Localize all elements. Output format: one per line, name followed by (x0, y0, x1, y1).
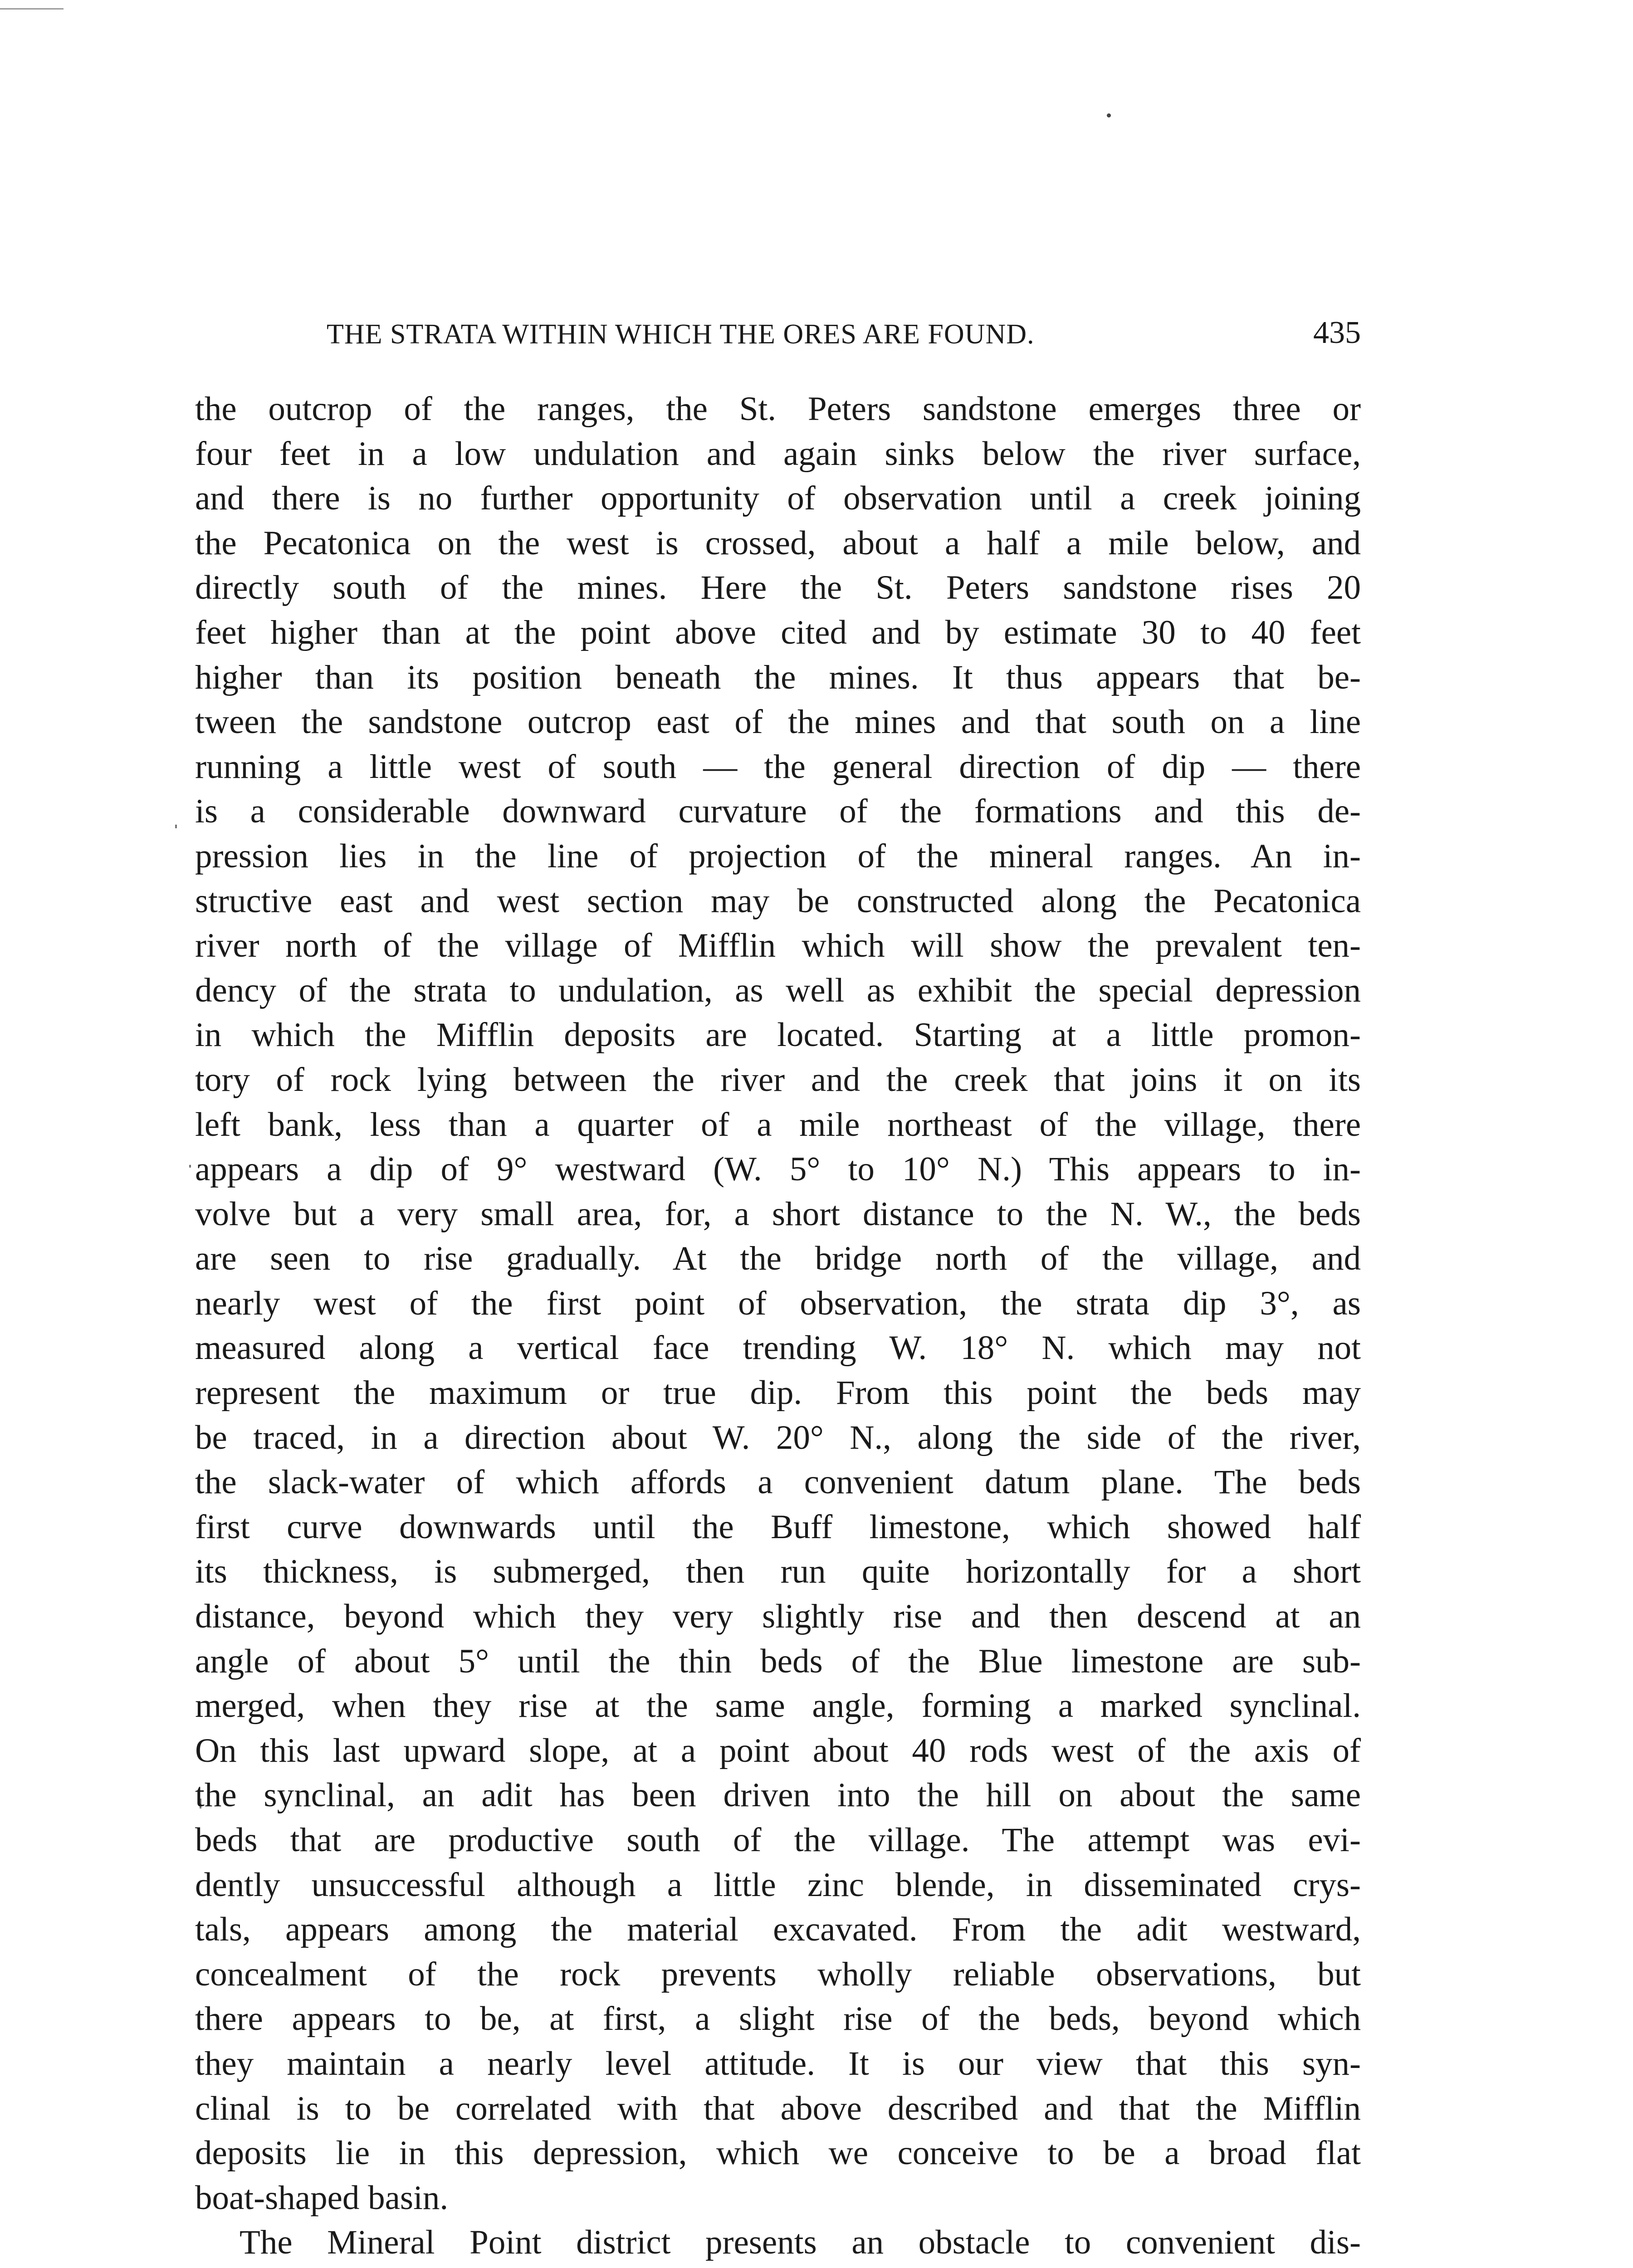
margin-mark (189, 1165, 191, 1168)
text-line: the outcrop of the ranges, the St. Peters sandstone emerges three or (195, 390, 1361, 428)
text-line: beds that are productive south of the village. The attempt was evi- (195, 1821, 1361, 1859)
paragraph-end-line: boat-shaped basin. (195, 2179, 449, 2217)
text-line: dently unsuccessful although a little zinc blende, in disseminated crys- (195, 1866, 1361, 1904)
text-line: in which the Mifflin deposits are located. Starting at a little promon- (195, 1016, 1361, 1054)
text-line: concealment of the rock prevents wholly reliable observations, but (195, 1955, 1361, 1993)
page-number: 435 (1313, 315, 1361, 350)
text-line: On this last upward slope, at a point about 40 rods west of the axis of (195, 1731, 1361, 1769)
text-line: volve but a very small area, for, a short distance to the N. W., the beds (195, 1195, 1361, 1233)
text-line: the synclinal, an adit has been driven into the hill on about the same (195, 1776, 1361, 1814)
text-line: tory of rock lying between the river and the creek that joins it on its (195, 1061, 1361, 1099)
paragraph-start-line: The Mineral Point district presents an obstacle to convenient dis- (240, 2224, 1361, 2262)
text-line: and there is no further opportunity of observation until a creek joining (195, 479, 1361, 518)
corner-rule (0, 8, 64, 10)
text-line: the slack-water of which affords a convenient datum plane. The beds (195, 1463, 1361, 1501)
text-line: structive east and west section may be constructed along the Pecatonica (195, 882, 1361, 920)
text-line: angle of about 5° until the thin beds of the Blue limestone are sub- (195, 1642, 1361, 1680)
text-line: they maintain a nearly level attitude. It is our view that this syn- (195, 2044, 1361, 2082)
running-title: THE STRATA WITHIN WHICH THE ORES ARE FOUND. (327, 319, 1035, 350)
text-line: its thickness, is submerged, then run quite horizontally for a short (195, 1553, 1361, 1591)
text-line: is a considerable downward curvature of the formations and this de- (195, 792, 1361, 831)
text-line: there appears to be, at first, a slight rise of the beds, beyond which (195, 2000, 1361, 2038)
text-line: first curve downwards until the Buff limestone, which showed half (195, 1508, 1361, 1546)
text-line: pression lies in the line of projection of the mineral ranges. An in- (195, 837, 1361, 875)
text-line: distance, beyond which they very slightly rise and then descend at an (195, 1598, 1361, 1636)
text-line: deposits lie in this depression, which we conceive to be a broad flat (195, 2134, 1361, 2172)
text-line: appears a dip of 9° westward (W. 5° to 10° N.) This appears to in- (195, 1150, 1361, 1188)
text-line: directly south of the mines. Here the St. Peters sandstone rises 20 (195, 569, 1361, 607)
text-line: measured along a vertical face trending W. 18° N. which may not (195, 1329, 1361, 1367)
text-line: feet higher than at the point above cited and by estimate 30 to 40 feet (195, 613, 1361, 651)
text-line: merged, when they rise at the same angle, forming a marked synclinal. (195, 1687, 1361, 1725)
text-line: are seen to rise gradually. At the bridge north of the village, and (195, 1240, 1361, 1278)
text-line: running a little west of south — the general direction of dip — there (195, 748, 1361, 786)
text-line: river north of the village of Mifflin which will show the prevalent ten- (195, 927, 1361, 965)
text-line: tween the sandstone outcrop east of the mines and that south on a line (195, 703, 1361, 741)
text-line: represent the maximum or true dip. From this point the beds may (195, 1374, 1361, 1412)
text-line: dency of the strata to undulation, as well as exhibit the special depression (195, 971, 1361, 1009)
text-line: four feet in a low undulation and again sinks below the river surface, (195, 435, 1361, 473)
text-line: clinal is to be correlated with that above described and that the Mifflin (195, 2089, 1361, 2127)
ink-speck (1107, 113, 1111, 117)
text-line: the Pecatonica on the west is crossed, about a half a mile below, and (195, 524, 1361, 562)
body-text (195, 387, 1361, 2265)
text-line: be traced, in a direction about W. 20° N., along the side of the river, (195, 1418, 1361, 1457)
text-line: left bank, less than a quarter of a mile northeast of the village, there (195, 1105, 1361, 1144)
text-line: higher than its position beneath the mines. It thus appears that be- (195, 658, 1361, 696)
text-line: nearly west of the first point of observation, the strata dip 3°, as (195, 1284, 1361, 1322)
margin-mark (175, 825, 177, 828)
text-line: tals, appears among the material excavated. From the adit westward, (195, 1911, 1361, 1949)
